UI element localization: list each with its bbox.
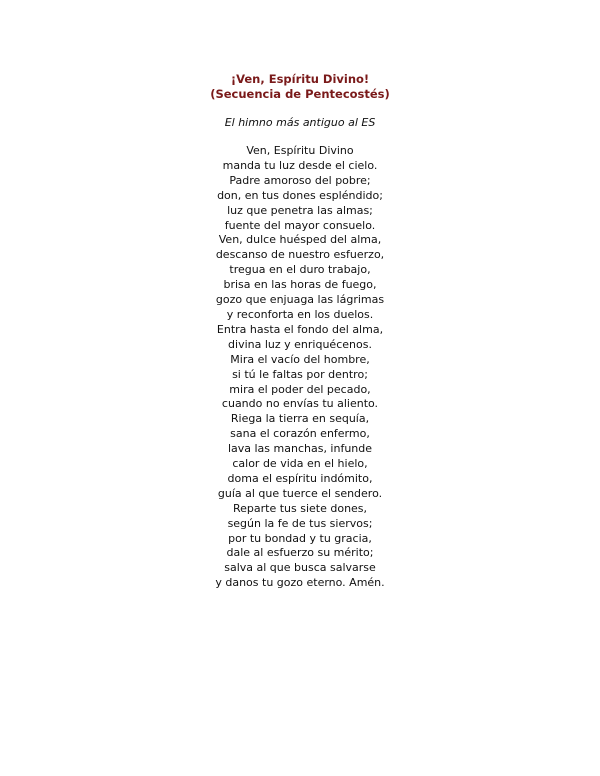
poem-line: si tú le faltas por dentro; <box>232 367 368 381</box>
poem-line: luz que penetra las almas; <box>227 203 373 217</box>
document-subtitle: El himno más antiguo al ES <box>224 116 376 129</box>
poem-line: doma el espíritu indómito, <box>227 471 373 485</box>
poem-line: por tu bondad y tu gracia, <box>228 531 372 545</box>
poem-line: guía al que tuerce el sendero. <box>217 486 383 500</box>
poem-line: Padre amoroso del pobre; <box>229 173 371 187</box>
document-title-sub: (Secuencia de Pentecostés) <box>210 87 390 101</box>
poem-text <box>0 144 600 591</box>
poem-line: Ven, Espíritu Divino <box>246 144 354 157</box>
poem-line: Entra hasta el fondo del alma, <box>216 322 384 336</box>
poem-line: tregua en el duro trabajo, <box>229 263 371 277</box>
poem-line: divina luz y enriquécenos. <box>228 337 372 351</box>
poem-line: mira el poder del pecado, <box>229 382 371 396</box>
poem-line: y reconforta en los duelos. <box>226 307 374 321</box>
poem-line: calor de vida en el hielo, <box>232 457 368 471</box>
poem-line: lava las manchas, infunde <box>227 442 373 456</box>
poem-line: salva al que busca salvarse <box>224 561 376 575</box>
poem-line: cuando no envías tu aliento. <box>221 397 379 411</box>
poem-line: gozo que enjuaga las lágrimas <box>215 293 385 307</box>
poem-line: manda tu luz desde el cielo. <box>222 158 378 172</box>
poem-line: brisa en las horas de fuego, <box>223 278 377 292</box>
poem-line: Reparte tus siete dones, <box>232 501 368 515</box>
poem-line: Riega la tierra en sequía, <box>230 412 370 426</box>
poem-line: fuente del mayor consuelo. <box>224 218 376 232</box>
poem-line: descanso de nuestro esfuerzo, <box>215 248 385 262</box>
title-block <box>0 72 600 102</box>
poem-line: y danos tu gozo eterno. Amén. <box>215 576 385 590</box>
poem-line: Ven, dulce huésped del alma, <box>218 233 382 247</box>
poem-line: don, en tus dones espléndido; <box>217 188 383 202</box>
poem-line: dale al esfuerzo su mérito; <box>226 546 374 560</box>
poem-line: sana el corazón enfermo, <box>230 427 370 441</box>
document-title: ¡Ven, Espíritu Divino! <box>230 72 370 86</box>
poem-line: Mira el vacío del hombre, <box>230 352 370 366</box>
poem-line: según la fe de tus siervos; <box>227 516 373 530</box>
